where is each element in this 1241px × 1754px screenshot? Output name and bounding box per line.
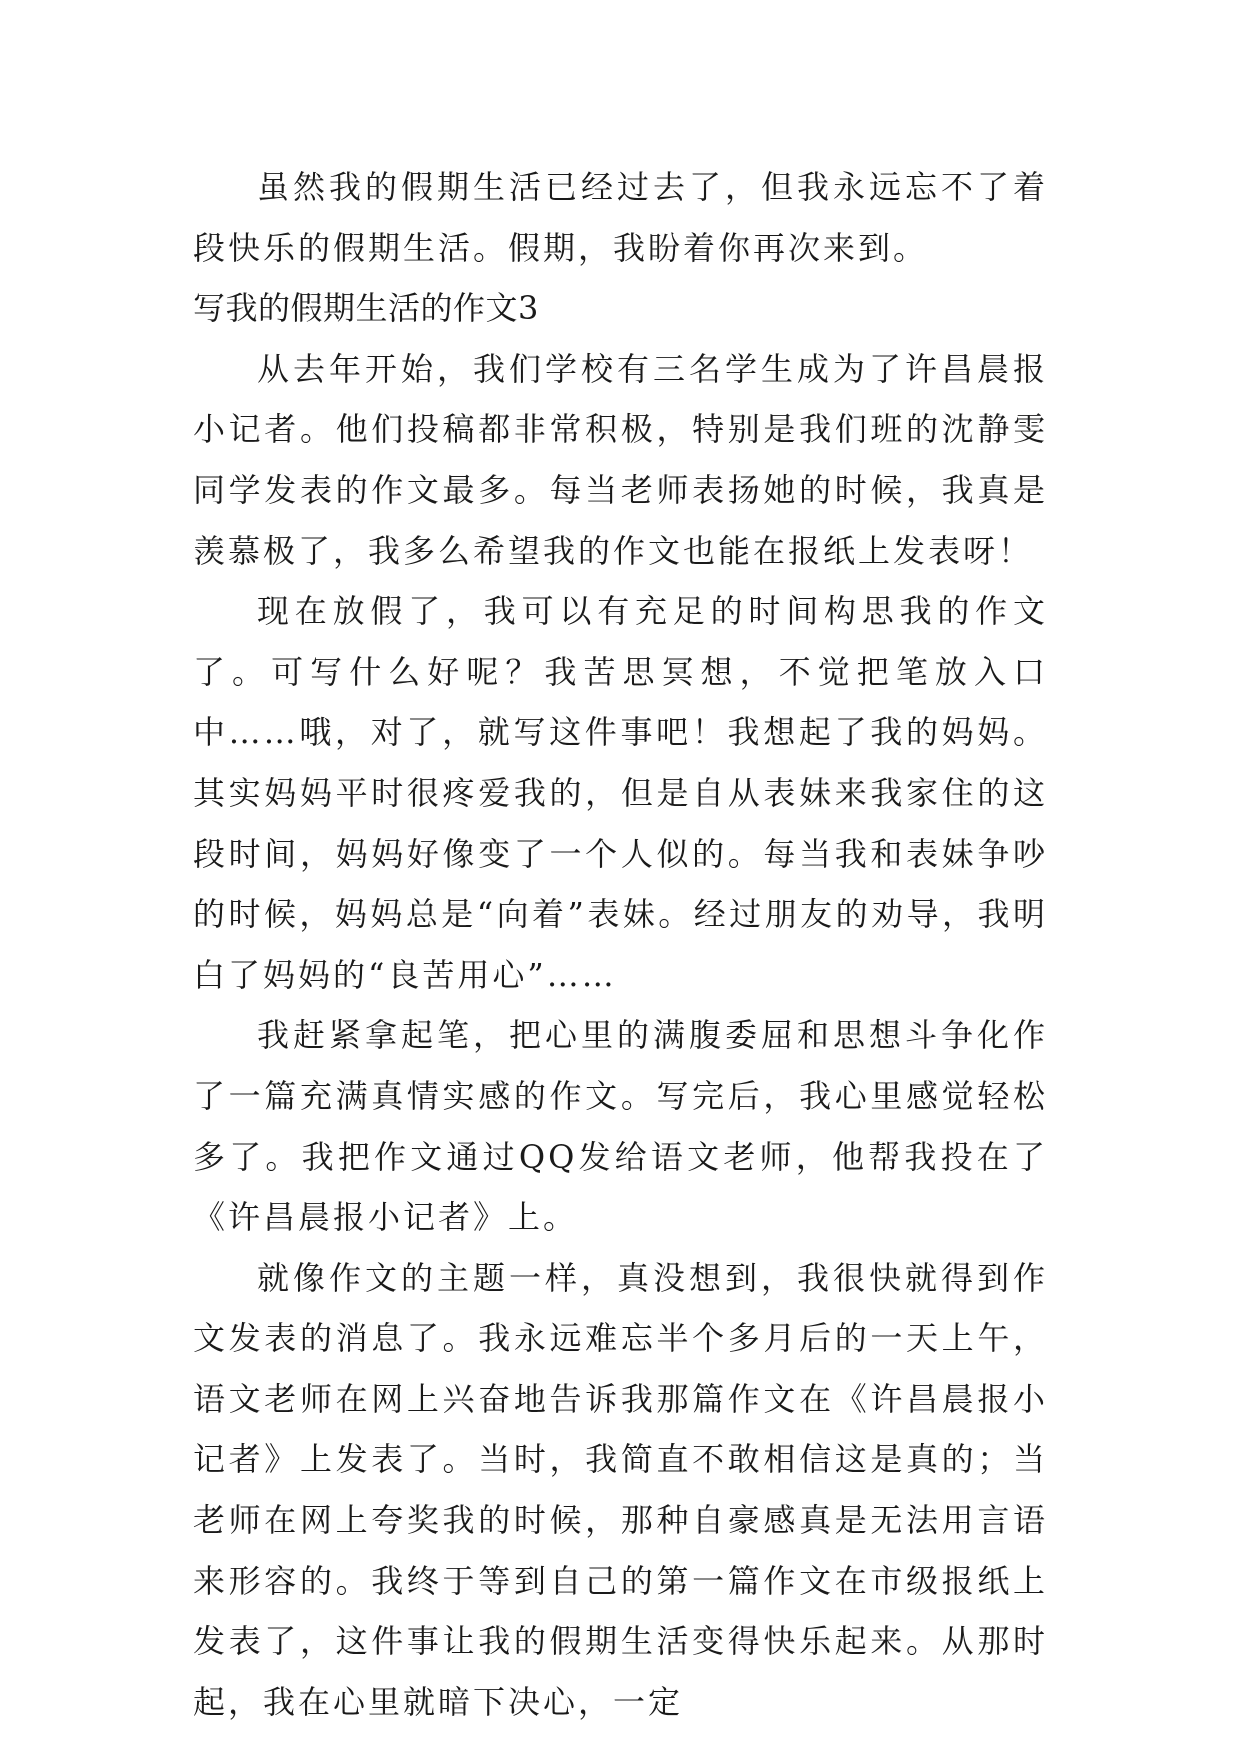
document-body <box>193 157 1048 1732</box>
paragraph-2: 从去年开始，我们学校有三名学生成为了许昌晨报小记者。他们投稿都非常积极，特别是我们班的沈静雯同学发表的作文最多。每当老师表扬她的时候，我真是羡慕极了，我多么希望我的作文也能在报纸上发表呀！ <box>193 349 1048 570</box>
paragraph-4: 我赶紧拿起笔，把心里的满腹委屈和思想斗争化作了一篇充满真情实感的作文。写完后，我心里感觉轻松多了。我把作文通过QQ发给语文老师，他帮我投在了《许昌晨报小记者》上。 <box>193 1016 1048 1237</box>
section-heading: 写我的假期生活的作文3 <box>193 289 539 328</box>
paragraph-1: 虽然我的假期生活已经过去了，但我永远忘不了着段快乐的假期生活。假期，我盼着你再次来到。 <box>193 168 1048 267</box>
paragraph-5: 就像作文的主题一样，真没想到，我很快就得到作文发表的消息了。我永远难忘半个多月后的一天上午，语文老师在网上兴奋地告诉我那篇作文在《许昌晨报小记者》上发表了。当时，我简直不敢相信这是真的；当老师在网上夸奖我的时候，那种自豪感真是无法用言语来形容的。我终于等到自己的第一篇作文在市级报纸上发表了，这件事让我的假期生活变得快乐起来。从那时起，我在心里就暗下决心，一定 <box>193 1258 1048 1721</box>
paragraph-3: 现在放假了，我可以有充足的时间构思我的作文了。可写什么好呢？我苦思冥想，不觉把笔放入口中……哦，对了，就写这件事吧！我想起了我的妈妈。其实妈妈平时很疼爱我的，但是自从表妹来我家住的这段时间，妈妈好像变了一个人似的。每当我和表妹争吵的时候，妈妈总是“向着”表妹。经过朋友的劝导，我明白了妈妈的“良苦用心”…… <box>193 592 1048 994</box>
